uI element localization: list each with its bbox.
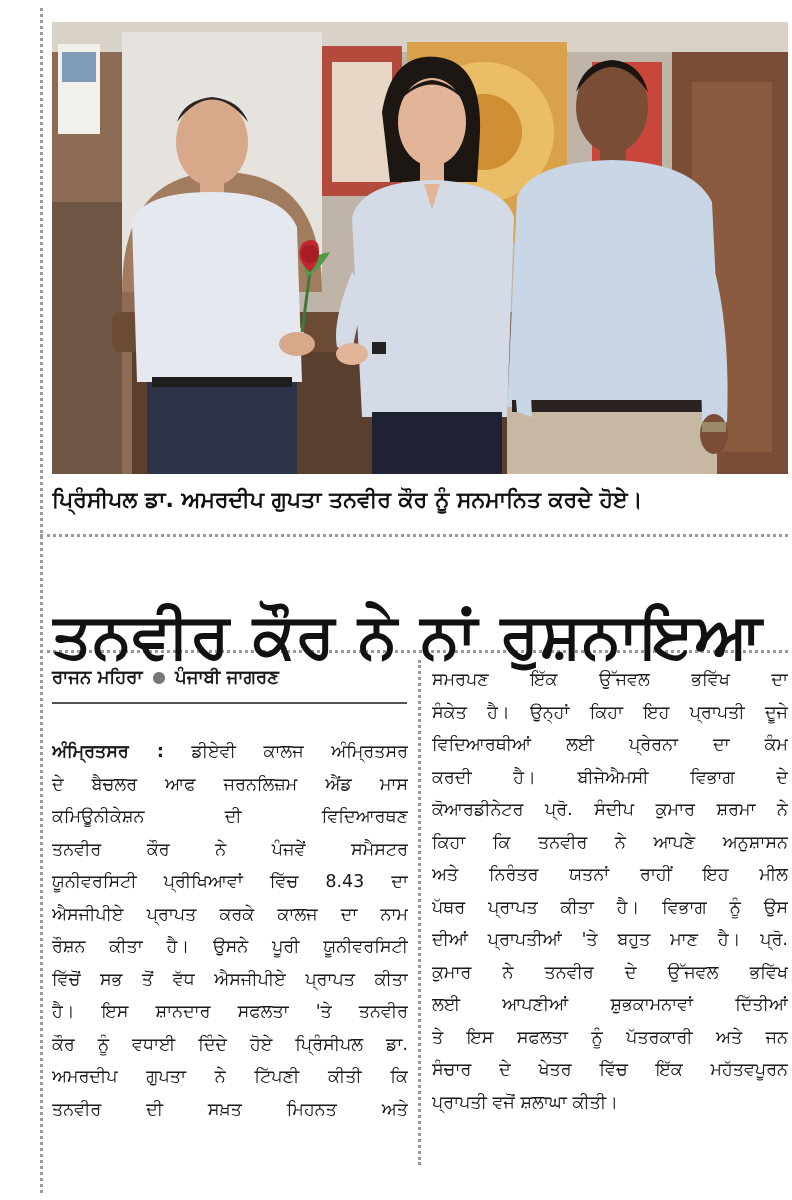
- photo-illustration: [52, 22, 788, 474]
- article-line: ਤਨਵੀਰ ਦੀ ਸਖ਼ਤ ਮਿਹਨਤ ਅਤੇ: [52, 1099, 408, 1120]
- article-line: ਵਿਦਿਆਰਥੀਆਂ ਲਈ ਪ੍ਰੇਰਨਾ ਦਾ ਕੰਮ: [432, 735, 788, 755]
- article-line: ਹੈ। ਇਸ ਸ਼ਾਨਦਾਰ ਸਫਲਤਾ 'ਤੇ ਤਨਵੀਰ: [52, 1002, 408, 1022]
- article-line: ਲਈ ਆਪਣੀਆਂ ਸ਼ੁਭਕਾਮਨਾਵਾਂ ਦਿੱਤੀਆਂ: [432, 995, 788, 1015]
- bullet-icon: [153, 672, 165, 684]
- article-line: ਰੌਸ਼ਨ ਕੀਤਾ ਹੈ। ਉਸਨੇ ਪੂਰੀ ਯੂਨੀਵਰਸਿਟੀ: [52, 937, 408, 957]
- news-photo: [52, 22, 788, 474]
- article-line: ਸੰਚਾਰ ਦੇ ਖੇਤਰ ਵਿੱਚ ਇੱਕ ਮਹੱਤਵਪੂਰਨ: [432, 1060, 788, 1080]
- article-line: ਕੌਰ ਨੂੰ ਵਧਾਈ ਦਿੰਦੇ ਹੋਏ ਪ੍ਰਿੰਸੀਪਲ ਡਾ.: [52, 1034, 408, 1055]
- article-line: ਐਸਜੀਪੀਏ ਪ੍ਰਾਪਤ ਕਰਕੇ ਕਾਲਜ ਦਾ ਨਾਮ: [52, 904, 408, 925]
- article-line: ਅਮਰਦੀਪ ਗੁਪਤਾ ਨੇ ਟਿੱਪਣੀ ਕੀਤੀ ਕਿ: [52, 1067, 408, 1087]
- article-line: ਕੁਮਾਰ ਨੇ ਤਨਵੀਰ ਦੇ ਉੱਜਵਲ ਭਵਿੱਖ: [432, 962, 788, 983]
- article-line: ਸੰਕੇਤ ਹੈ। ਉਨ੍ਹਾਂ ਕਿਹਾ ਇਹ ਪ੍ਰਾਪਤੀ ਦੂਜੇ: [432, 702, 788, 723]
- caption-rule: [40, 534, 788, 537]
- article-line: ਤਨਵੀਰ ਕੌਰ ਨੇ ਪੰਜਵੇਂ ਸਮੈਸਟਰ: [52, 839, 408, 860]
- article-line: ਵਿੱਚੋਂ ਸਭ ਤੋਂ ਵੱਧ ਐਸਜੀਪੀਏ ਪ੍ਰਾਪਤ ਕੀਤਾ: [52, 969, 408, 990]
- article-line: ਪੱਥਰ ਪ੍ਰਾਪਤ ਕੀਤਾ ਹੈ। ਵਿਭਾਗ ਨੂੰ ਉਸ: [432, 897, 788, 918]
- article-line: ਕੋਆਰਡੀਨੇਟਰ ਪ੍ਰੋ. ਸੰਦੀਪ ਕੁਮਾਰ ਸ਼ਰਮਾ ਨੇ: [432, 800, 788, 820]
- article-line: ਅਤੇ ਨਿਰੰਤਰ ਯਤਨਾਂ ਰਾਹੀਂ ਇਹ ਮੀਲ: [432, 865, 788, 885]
- article-line: ਸਮਰਪਣ ਇੱਕ ਉੱਜਵਲ ਭਵਿੱਖ ਦਾ: [432, 670, 788, 690]
- byline-publication: ਪੰਜਾਬੀ ਜਾਗਰਣ: [175, 667, 279, 688]
- article-line: ਤੇ ਇਸ ਸਫਲਤਾ ਨੂੰ ਪੱਤਰਕਾਰੀ ਅਤੇ ਜਨ: [432, 1027, 788, 1048]
- article-line: ਅੰਮ੍ਰਿਤਸਰ : ਡੀਏਵੀ ਕਾਲਜ ਅੰਮ੍ਰਿਤਸਰ: [52, 742, 408, 762]
- dateline: ਅੰਮ੍ਰਿਤਸਰ :: [52, 742, 164, 762]
- article-column-right: [432, 664, 788, 1119]
- byline-rule: [52, 702, 407, 704]
- article-line: ਕਿਹਾ ਕਿ ਤਨਵੀਰ ਨੇ ਆਪਣੇ ਅਨੁਸ਼ਾਸਨ: [432, 832, 788, 853]
- column-divider: [418, 660, 421, 1165]
- photo-caption: ਪ੍ਰਿੰਸੀਪਲ ਡਾ. ਅਮਰਦੀਪ ਗੁਪਤਾ ਤਨਵੀਰ ਕੌਰ ਨੂੰ ਸਨਮਾਨਿਤ ਕਰਦੇ ਹੋਏ।: [52, 488, 643, 513]
- article-line: ਪ੍ਰਾਪਤੀ ਵਜੋਂ ਸ਼ਲਾਘਾ ਕੀਤੀ।: [432, 1092, 618, 1113]
- article-line: ਦੀਆਂ ਪ੍ਰਾਪਤੀਆਂ 'ਤੇ ਬਹੁਤ ਮਾਣ ਹੈ। ਪ੍ਰੋ.: [432, 930, 788, 950]
- headline: ਤਨਵੀਰ ਕੌਰ ਨੇ ਨਾਂ ਰੁਸ਼ਨਾਇਆ: [52, 598, 764, 672]
- article-column-left: [52, 736, 408, 1126]
- column-rule: [40, 8, 43, 1193]
- byline-author: ਰਾਜਨ ਮਹਿਰਾ: [52, 667, 143, 688]
- article-line: ਕਰਦੀ ਹੈ। ਬੀਜੇਐਮਸੀ ਵਿਭਾਗ ਦੇ: [432, 767, 788, 788]
- article-line: ਕਮਿਊਨੀਕੇਸ਼ਨ ਦੀ ਵਿਦਿਆਰਥਣ: [52, 807, 408, 827]
- article-line: ਯੂਨੀਵਰਸਿਟੀ ਪ੍ਰੀਖਿਆਵਾਂ ਵਿੱਚ 8.43 ਦਾ: [52, 872, 408, 892]
- byline: [52, 664, 407, 692]
- article-line: ਦੇ ਬੈਚਲਰ ਆਫ ਜਰਨਲਿਜ਼ਮ ਐਂਡ ਮਾਸ: [52, 774, 408, 795]
